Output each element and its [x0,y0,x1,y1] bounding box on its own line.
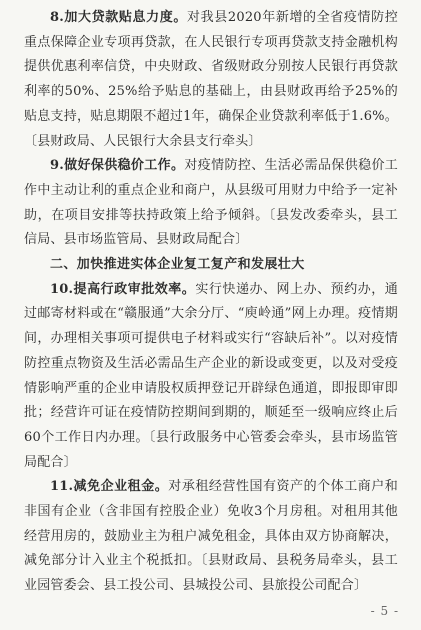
policy-item-10 [24,278,398,476]
policy-item-9-text: 对疫情防控、生活必需品保供稳价工作中主动让利的重点企业和商户，从县级可用财力中给予一定补助，在项目安排等扶持政策上给予倾斜。〔县发改委牵头，县工信局、县市场监管局、县财政局配合〕 [24,158,399,248]
policy-item-9-heading: 9.做好保供稳价工作。 [50,158,185,174]
policy-item-10-text: 实行快递办、网上办、预约办，通过邮寄材料或在“赣服通”大余分厅、“庾岭通”网上办理。疫情期间，办理相关事项可提供电子材料或实行“容缺后补”。以对疫情防控重点物资及生活必需品生产企业的新设或变更，以及对受疫情影响严重的企业申请股权质押登记开辟绿色通道，即报即审即批；经营许可证在疫情防控期间到期的，顺延至一级响应终止后60个工作日内办理。〔县行政服务中心管委会牵头，县市场监管局配合〕 [24,281,398,470]
policy-item-8 [24,6,398,154]
policy-item-11 [24,475,398,599]
policy-item-8-heading: 8.加大贷款贴息力度。 [50,10,188,25]
policy-item-9 [24,154,398,253]
section-title: 二、加快推进实体企业复工复产和发展壮大 [50,257,305,273]
document-body [24,6,398,599]
policy-item-10-heading: 10.提高行政审批效率。 [50,281,196,297]
policy-item-11-heading: 11.减免企业租金。 [50,479,169,495]
page-number: - 5 - [370,604,399,618]
policy-item-11-text: 对承租经营性国有资产的个体工商户和非国有企业（含非国有控股企业）免收3个月房租。对租用其他经营用房的，鼓励业主为租户减免租金，具体由双方协商解决，减免部分计入业主个税抵扣。〔县财政局、县税务局牵头，县工业园管委会、县工投公司、县城投公司、县旅投公司配合〕 [24,479,398,594]
policy-item-8-text: 对我县2020年新增的全省疫情防控重点保障企业专项再贷款，在人民银行专项再贷款支持金融机构提供优惠利率信贷，中央财政、省级财政分别按人民银行再贷款利率的50%、25%给予贴息的基础上，由县财政再给予25%的贴息支持，贴息期限不超过1年，确保企业贷款利率低于1.6%。〔县财政局、人民银行大余县支行牵头〕 [24,10,399,149]
